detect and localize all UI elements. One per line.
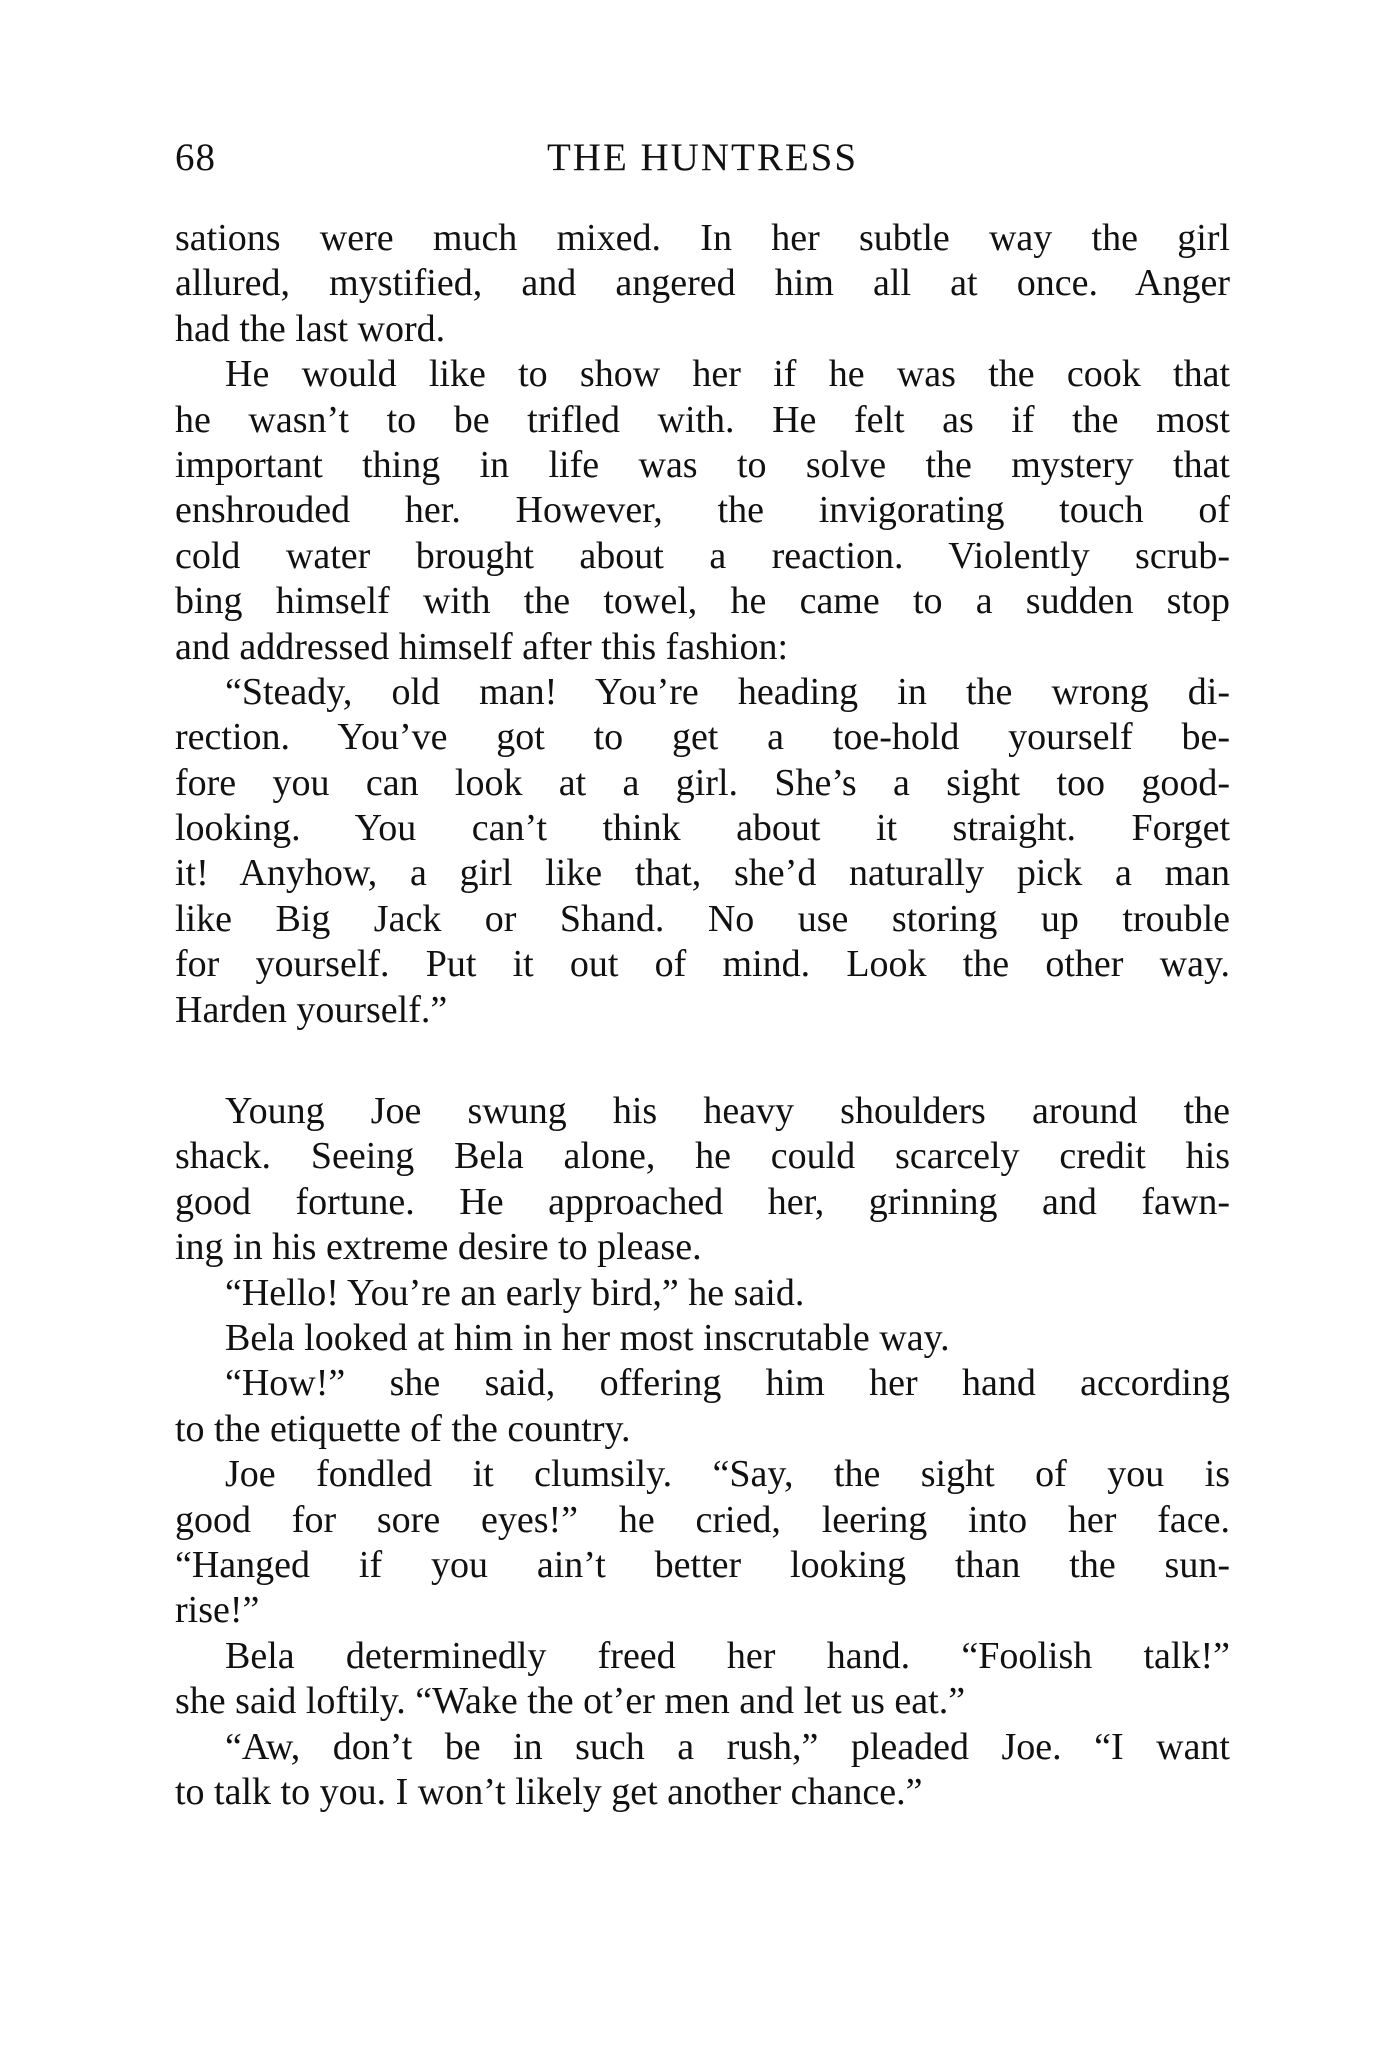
- text-line: he wasn’t to be trifled with. He felt as if the most: [175, 398, 1230, 441]
- paragraph: [175, 1725, 1230, 1816]
- paragraph: [175, 1316, 1230, 1361]
- text-line: “Steady, old man! You’re heading in the wrong di-: [225, 670, 1230, 713]
- section-two: [175, 1089, 1230, 1815]
- paragraph: [175, 670, 1230, 1033]
- text-line: good fortune. He approached her, grinning and fawn-: [175, 1180, 1230, 1223]
- body-text: [175, 216, 1230, 1815]
- text-line: Bela determinedly freed her hand. “Foolish talk!”: [225, 1634, 1230, 1677]
- text-line: “How!” she said, offering him her hand according: [225, 1362, 1230, 1405]
- text-line: sations were much mixed. In her subtle way the girl: [175, 217, 1230, 259]
- running-title: THE HUNTRESS: [546, 136, 859, 179]
- paragraph: [175, 1634, 1230, 1725]
- text-line: “Hello! You’re an early bird,” he said.: [225, 1271, 805, 1314]
- text-line: Joe fondled it clumsily. “Say, the sight of you is: [225, 1453, 1230, 1496]
- text-line: to talk to you. I won’t likely get another chance.”: [175, 1770, 923, 1813]
- text-line: fore you can look at a girl. She’s a sight too good-: [175, 761, 1230, 804]
- text-line: cold water brought about a reaction. Violently scrub-: [175, 534, 1230, 577]
- text-line: to the etiquette of the country.: [175, 1407, 631, 1450]
- text-line: shack. Seeing Bela alone, he could scarcely credit his: [175, 1135, 1230, 1178]
- text-line: rection. You’ve got to get a toe-hold yourself be-: [175, 716, 1230, 759]
- page-number: 68: [175, 136, 216, 179]
- text-line: bing himself with the towel, he came to a sudden stop: [175, 580, 1230, 623]
- text-line: like Big Jack or Shand. No use storing up trouble: [175, 897, 1230, 940]
- text-line: and addressed himself after this fashion:: [175, 625, 789, 668]
- text-line: Harden yourself.”: [175, 988, 448, 1031]
- text-line: important thing in life was to solve the mystery that: [175, 443, 1230, 486]
- text-line: allured, mystified, and angered him all at once. Anger: [175, 262, 1230, 305]
- text-line: “Aw, don’t be in such a rush,” pleaded Joe. “I want: [225, 1725, 1230, 1768]
- paragraph: [175, 1271, 1230, 1316]
- text-line: rise!”: [175, 1589, 260, 1632]
- text-line: she said loftily. “Wake the ot’er men and let us eat.”: [175, 1680, 966, 1723]
- text-line: had the last word.: [175, 307, 446, 350]
- section-one: [175, 216, 1230, 1033]
- text-line: He would like to show her if he was the cook that: [225, 353, 1230, 396]
- text-line: enshrouded her. However, the invigorating touch of: [175, 489, 1230, 532]
- text-line: good for sore eyes!” he cried, leering into her face.: [175, 1498, 1230, 1541]
- running-head: [175, 132, 1230, 184]
- text-line: “Hanged if you ain’t better looking than the sun-: [175, 1543, 1230, 1586]
- paragraph: [175, 1452, 1230, 1634]
- section-break: [175, 1033, 1230, 1089]
- text-line: looking. You can’t think about it straight. Forget: [175, 807, 1230, 850]
- book-page: [175, 0, 1230, 2072]
- paragraph: [175, 1361, 1230, 1452]
- text-line: it! Anyhow, a girl like that, she’d naturally pick a man: [175, 852, 1230, 895]
- paragraph: [175, 216, 1230, 352]
- paragraph: [175, 1089, 1230, 1271]
- text-line: Young Joe swung his heavy shoulders around the: [225, 1090, 1230, 1133]
- text-line: ing in his extreme desire to please.: [175, 1226, 702, 1269]
- text-line: for yourself. Put it out of mind. Look the other way.: [175, 943, 1230, 986]
- paragraph: [175, 352, 1230, 670]
- text-line: Bela looked at him in her most inscrutable way.: [225, 1316, 950, 1359]
